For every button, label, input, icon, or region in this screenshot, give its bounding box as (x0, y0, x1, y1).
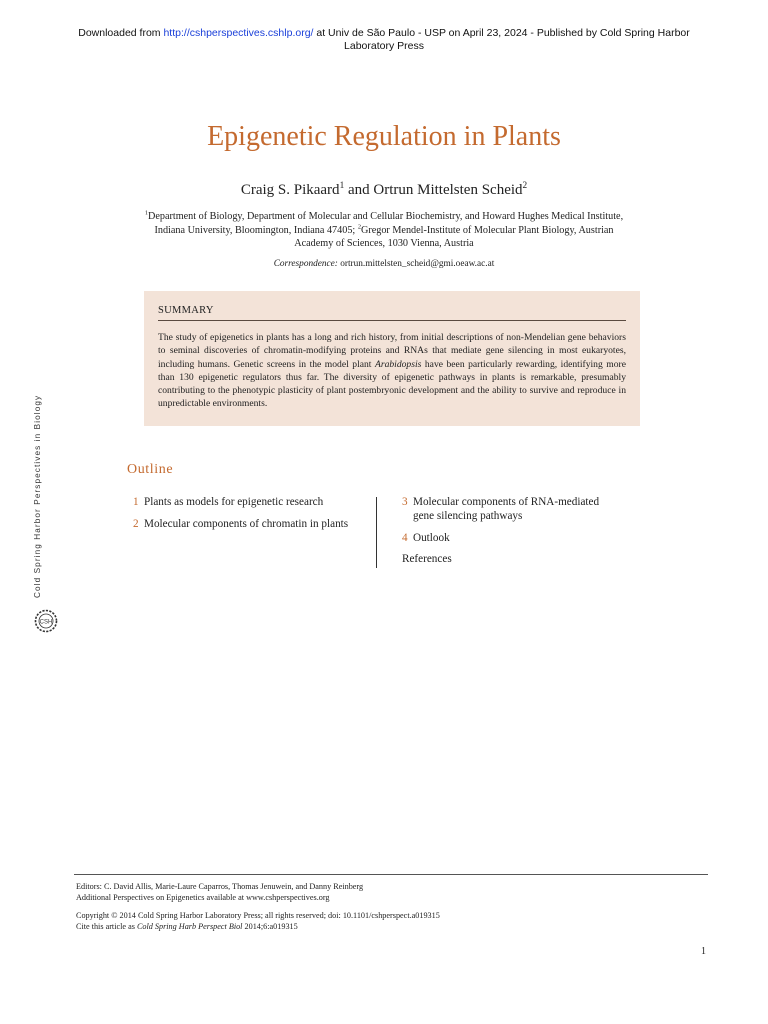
author-line (0, 180, 768, 200)
footer (76, 881, 696, 932)
summary-heading: SUMMARY (158, 304, 626, 321)
footer-citation (76, 921, 696, 932)
page-number: 1 (701, 946, 706, 957)
outline-item[interactable] (402, 531, 622, 545)
outline-item-label: Molecular components of chromatin in plants (144, 518, 349, 530)
citation-suffix: 2014;6:a019315 (242, 922, 298, 931)
footer-rule (74, 874, 708, 875)
sidebar-journal-name: Cold Spring Harbor Perspectives in Biology (33, 394, 42, 598)
footer-additional: Additional Perspectives on Epigenetics available at www.cshperspectives.org (76, 893, 330, 902)
citation-journal: Cold Spring Harb Perspect Biol (136, 922, 243, 931)
correspondence (0, 258, 768, 270)
summary-text-2: have been particularly rewarding, identifying more than 130 epigenetic regulators thus far. The diversity of epigenetic pathways in plants is remarkable, presumably contributing to the phenotypic plasticity of plant postembryonic development and the ability to survive and reproduce in unpredictable environments. (158, 358, 626, 410)
outline-item-number: 4 (402, 532, 408, 544)
outline-column-left (133, 495, 358, 539)
affil-2-text: Gregor Mendel-Institute of Molecular Plant Biology, Austrian Academy of Sciences, 1030 Vienna, Austria (294, 224, 614, 249)
summary-text-1: The study of epigenetics in plants has a long and rich history, from initial descriptions of non-Mendelian gene behaviors to seminal discoveries of chromatin-modifying proteins and RNAs that mediate gene silencing in most eukaryotes, including humans. Genetic screens in the model plant (158, 332, 626, 370)
summary-text (158, 331, 626, 411)
author-1-affil-sup: 1 (339, 181, 345, 191)
affiliations (140, 210, 628, 251)
article-title: Epigenetic Regulation in Plants (207, 121, 561, 152)
summary-text-species: Arabidopsis (374, 358, 422, 370)
footer-editors: Editors: C. David Allis, Marie-Laure Caparros, Thomas Jenuwein, and Danny Reinberg (76, 882, 364, 891)
outline-item-number: 1 (133, 496, 139, 508)
outline-item-label: Plants as models for epigenetic research (144, 496, 324, 508)
download-line2: Laboratory Press (344, 39, 424, 52)
logo-lettering: CSH (39, 619, 53, 626)
cshl-logo-icon (34, 606, 58, 636)
author-2-name: and Ortrun Mittelsten Scheid (344, 182, 523, 198)
outline-references[interactable]: References (402, 553, 452, 565)
affil-2-sup: 2 (357, 223, 361, 231)
outline-column-right (402, 495, 622, 574)
summary-box (144, 291, 640, 426)
outline-item[interactable] (402, 495, 622, 523)
download-url-link[interactable]: http://cshperspectives.cshlp.org/ (163, 27, 314, 39)
outline-item-number: 3 (402, 496, 408, 508)
outline-item[interactable] (133, 517, 358, 531)
author-1-name: Craig S. Pikaard (240, 182, 340, 198)
correspondence-email[interactable]: ortrun.mittelsten_scheid@gmi.oeaw.ac.at (337, 259, 495, 269)
affil-1-text: Department of Biology, Department of Molecular and Cellular Biochemistry, and Howard Hughes Medical Institute, Indiana University, Bloomington, Indiana 47405; (148, 211, 624, 236)
author-2-affil-sup: 2 (522, 181, 528, 191)
outline-divider (376, 497, 377, 568)
affil-1-sup: 1 (144, 209, 149, 217)
citation-prefix: Cite this article as (76, 922, 137, 931)
journal-sidebar (30, 390, 60, 640)
outline-item-label: Molecular components of RNA-mediated gene silencing pathways (413, 496, 600, 522)
correspondence-label: Correspondence: (273, 259, 338, 269)
outline-item-number: 2 (133, 518, 139, 530)
download-prefix: Downloaded from (78, 27, 164, 39)
footer-copyright: Copyright © 2014 Cold Spring Harbor Laboratory Press; all rights reserved; doi: 10.1101/cshperspect.a019315 (76, 911, 440, 920)
download-banner (60, 27, 708, 52)
outline-item[interactable] (133, 495, 358, 509)
outline-heading: Outline (127, 462, 174, 477)
outline-item-label: Outlook (413, 532, 450, 544)
download-suffix: at Univ de São Paulo - USP on April 23, 2024 - Published by Cold Spring Harbor (313, 27, 690, 39)
